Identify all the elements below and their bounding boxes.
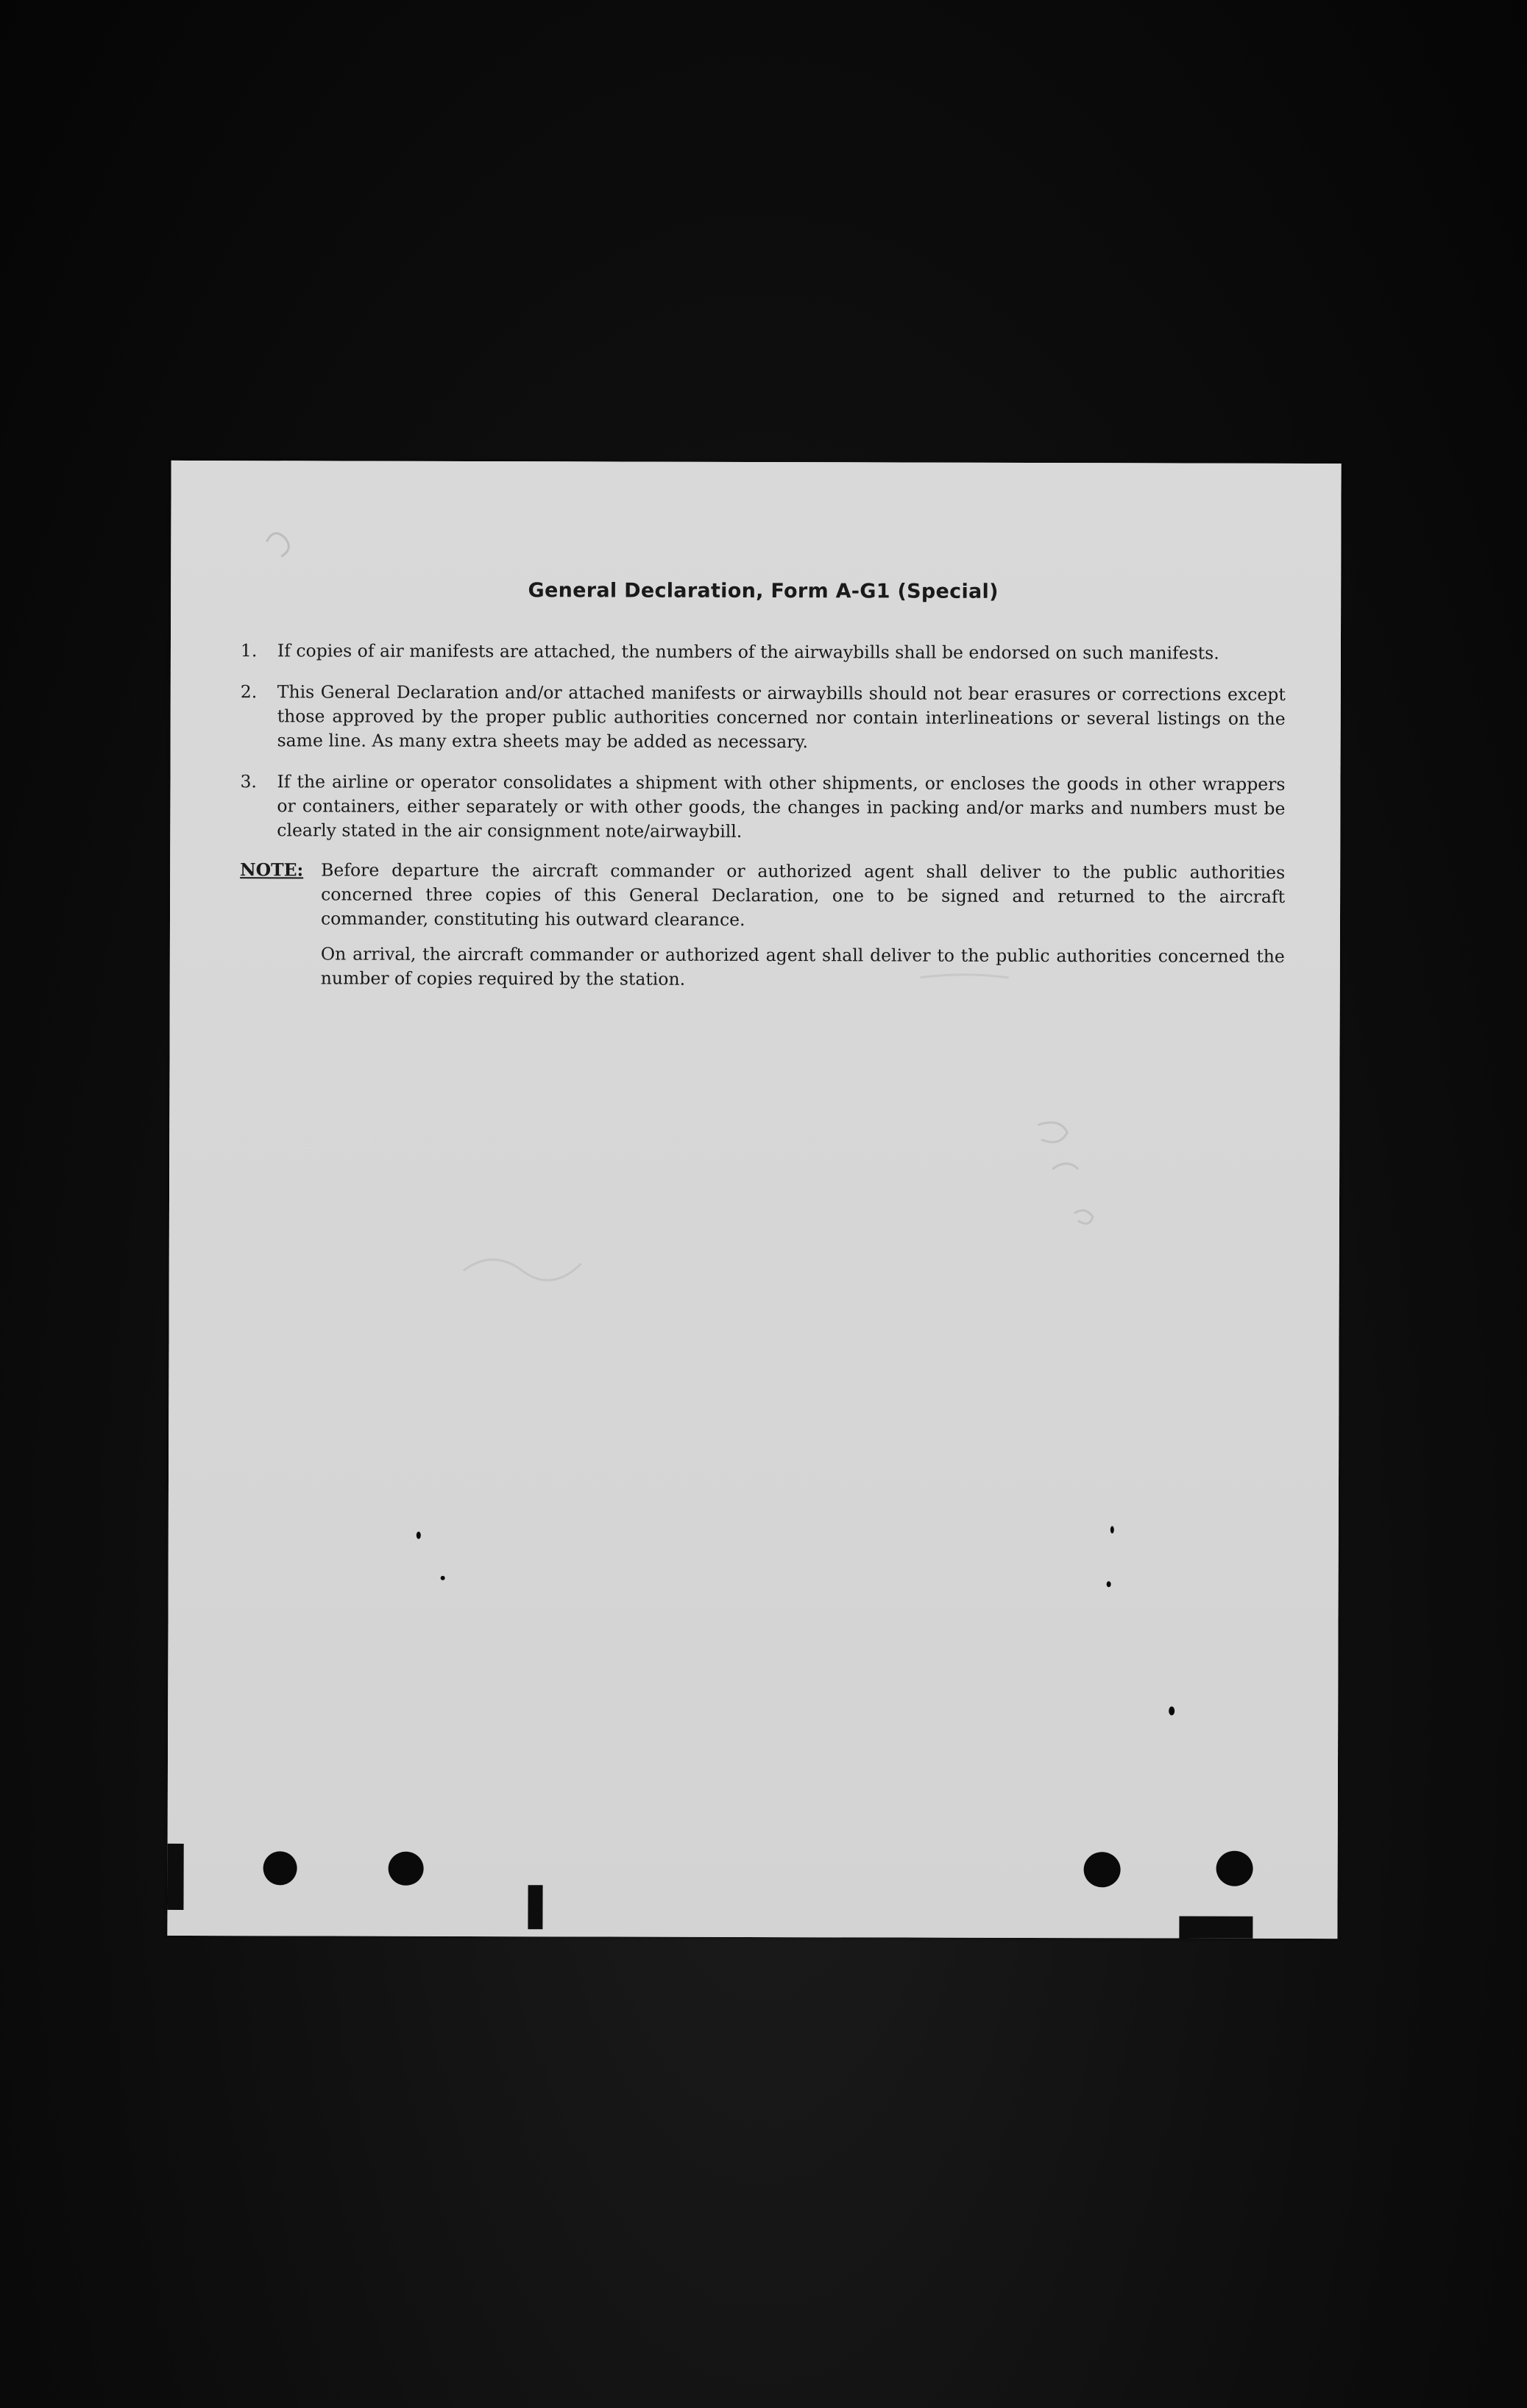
- speck: [441, 1576, 445, 1580]
- torn-edge: [1179, 1917, 1253, 1939]
- speck: [417, 1532, 421, 1539]
- pencil-stroke: [1074, 1210, 1093, 1223]
- punch-hole: [389, 1852, 424, 1886]
- list-item-text: This General Declaration and/or attached manifests or airwaybills should not bear erasures or corrections except those approved by the proper public authorities concerned nor contain interlineations or several listings on the same line. As many extra sheets may be added as necessary.: [277, 681, 1286, 753]
- note-paragraph: On arrival, the aircraft commander or authorized agent shall deliver to the public authorities concerned the number of copies required by the station.: [320, 943, 1285, 990]
- torn-edge: [167, 1844, 183, 1910]
- punch-hole: [1084, 1852, 1121, 1887]
- pencil-stroke: [1038, 1123, 1067, 1143]
- document-page: [167, 461, 1341, 1939]
- pencil-stroke: [266, 533, 288, 557]
- speck: [1169, 1706, 1175, 1715]
- punch-hole: [263, 1851, 297, 1885]
- punch-hole: [1216, 1851, 1253, 1886]
- list-item-number: 2.: [240, 681, 258, 703]
- torn-edge: [528, 1885, 542, 1929]
- page-title: General Declaration, Form A-G1 (Special): [528, 579, 999, 603]
- list-item-number: 3.: [240, 771, 257, 792]
- pencil-stroke: [464, 1260, 581, 1280]
- list-item-text: If the airline or operator consolidates a shipment with other shipments, or encloses the goods in other wrappers or containers, either separately or with other goods, the changes in packing and/or marks and numbers must be clearly stated in the air consignment note/airwaybill.: [277, 771, 1286, 842]
- pencil-stroke: [1052, 1164, 1078, 1170]
- list-item-number: 1.: [240, 640, 258, 661]
- speck: [1107, 1581, 1111, 1587]
- note-label: NOTE:: [240, 859, 304, 881]
- list-item-text: If copies of air manifests are attached, the numbers of the airwaybills shall be endorsed on such manifests.: [277, 640, 1219, 664]
- note-paragraph: Before departure the aircraft commander or authorized agent shall deliver to the public authorities concerned three copies of this General Declaration, one to be signed and returned to the aircraft commander, constituting his outward clearance.: [320, 859, 1286, 930]
- speck: [1110, 1526, 1114, 1533]
